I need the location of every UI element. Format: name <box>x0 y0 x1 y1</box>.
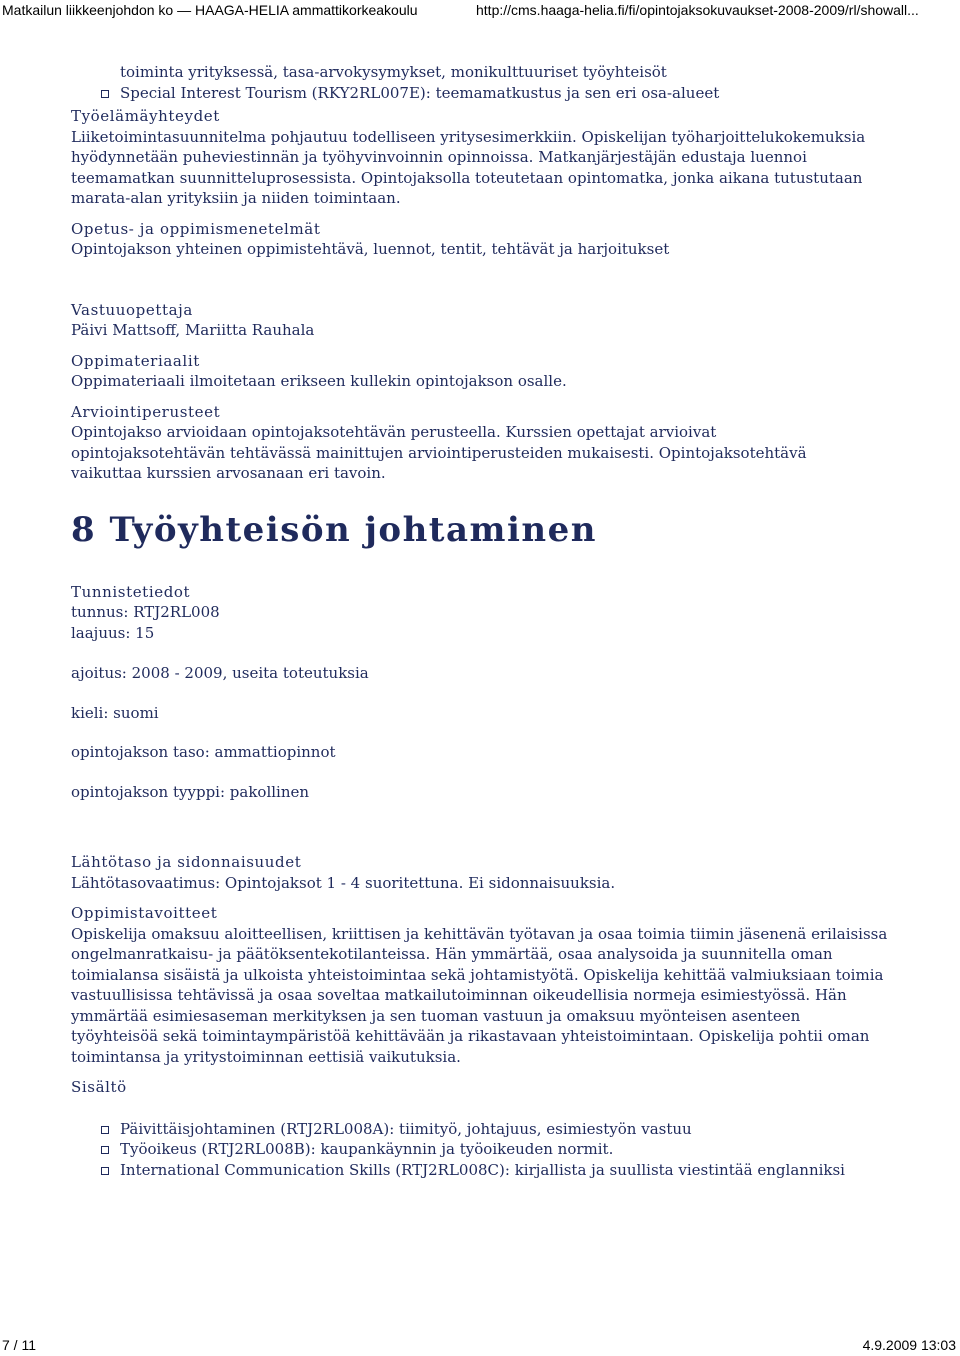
tunnus: tunnus: RTJ2RL008 <box>71 603 220 621</box>
document-content <box>71 62 931 1180</box>
chapter-title: 8 Työyhteisön johtaminen <box>71 509 597 550</box>
top-list <box>0 62 931 103</box>
ajoitus: ajoitus: 2008 - 2009, useita toteutuksia <box>71 664 369 682</box>
section-text: Opiskelija omaksuu aloitteellisen, kriittisen ja kehittävän työtavan ja osaa toimia tiimin jäsenenä erilaisissa ongelmanratkaisu- ja päätöksentekotilanteissa. Hän ymmärtää, osaa analysoida ja suunnitella oman toimialansa sisäistä ja ulkoista yhteistoimintaa sekä johtamistyötä. Opiskelija kehittää valmiuksiaan toimia vastuullisissa tehtävissä ja osaa soveltaa matkailutoiminnan oikeudellisia normeja esimiestyössä. Hän ymmärtää esimiesaseman merkityksen ja sen tuoman vastuun ja omaksuu myönteisen asenteen työyhteisöä sekä toimintaympäristöä kehittävään ja rikastavaan yhteistoimintaan. Opiskelija pohtii oman toimintansa ja yritystoiminnan eettisiä vaikutuksia. <box>71 924 888 1066</box>
section-heading: Tunnistetiedot <box>71 582 191 601</box>
content-list <box>0 1119 931 1181</box>
laajuus: laajuus: 15 <box>71 623 155 642</box>
section-text: Opintojakson yhteinen oppimistehtävä, luennot, tentit, tehtävät ja harjoitukset <box>71 240 670 258</box>
section-text: Oppimateriaali ilmoitetaan erikseen kullekin opintojakson osalle. <box>71 372 567 390</box>
list-item: Työoikeus (RTJ2RL008B): kaupankäynnin ja työoikeuden normit. <box>71 1139 931 1160</box>
taso: opintojakson taso: ammattiopinnot <box>71 743 336 761</box>
print-header <box>0 0 960 22</box>
section-text: Päivi Mattsoff, Mariitta Rauhala <box>71 321 315 339</box>
section-text: Liiketoimintasuunnitelma pohjautuu todelliseen yritysesimerkkiin. Opiskelijan työharjoittelukokemuksia hyödynnetään puheviestinnän ja työhyvinvoinnin opinnoissa. Matkanjärjestäjän edustaja luennoi teemamatkan suunnitteluprosessista. Opintojaksolla toteutetaan opintomatka, jonka aikana tutustutaan marata-alan yrityksiin ja niiden toimintaan. <box>71 127 866 207</box>
header-url: http://cms.haaga-helia.fi/fi/opintojaksokuvaukset-2008-2009/rl/showall... <box>476 2 919 18</box>
section-text: Opintojakso arvioidaan opintojaksotehtävän perusteella. Kurssien opettajat arvioivat opintojaksotehtävän tehtävässä mainittujen arviointiperusteiden mukaisesti. Opintojaksotehtävä vaikuttaa kurssien arvosanaan eri tavoin. <box>71 423 807 482</box>
page-number: 7 / 11 <box>2 1337 36 1353</box>
section-heading: Arviointiperusteet <box>71 402 221 421</box>
kieli: kieli: suomi <box>71 703 159 722</box>
section-heading: Lähtötaso ja sidonnaisuudet <box>71 853 302 871</box>
tyyppi: opintojakson tyyppi: pakollinen <box>71 782 310 801</box>
list-item: Päivittäisjohtaminen (RTJ2RL008A): tiimityö, johtajuus, esimiestyön vastuu <box>71 1119 931 1140</box>
print-date: 4.9.2009 13:03 <box>862 1337 956 1353</box>
list-item: International Communication Skills (RTJ2RL008C): kirjallista ja suullista viestintää englanniksi <box>71 1160 931 1181</box>
section-heading: Vastuuopettaja <box>71 300 193 319</box>
list-item: Special Interest Tourism (RKY2RL007E): teemamatkustus ja sen eri osa-alueet <box>71 83 931 104</box>
section-heading: Oppimateriaalit <box>71 351 200 370</box>
section-text: Lähtötasovaatimus: Opintojaksot 1 - 4 suoritettuna. Ei sidonnaisuuksia. <box>71 873 616 892</box>
section-heading: Oppimistavoitteet <box>71 904 218 922</box>
section-heading: Sisältö <box>71 1078 127 1096</box>
list-item: toiminta yrityksessä, tasa-arvokysymykset, monikulttuuriset työyhteisöt <box>120 63 667 81</box>
section-heading: Työelämäyhteydet <box>71 107 220 125</box>
header-title: Matkailun liikkeenjohdon ko — HAAGA-HELIA ammattikorkeakoulu <box>2 2 418 18</box>
section-heading: Opetus- ja oppimismenetelmät <box>71 219 321 238</box>
